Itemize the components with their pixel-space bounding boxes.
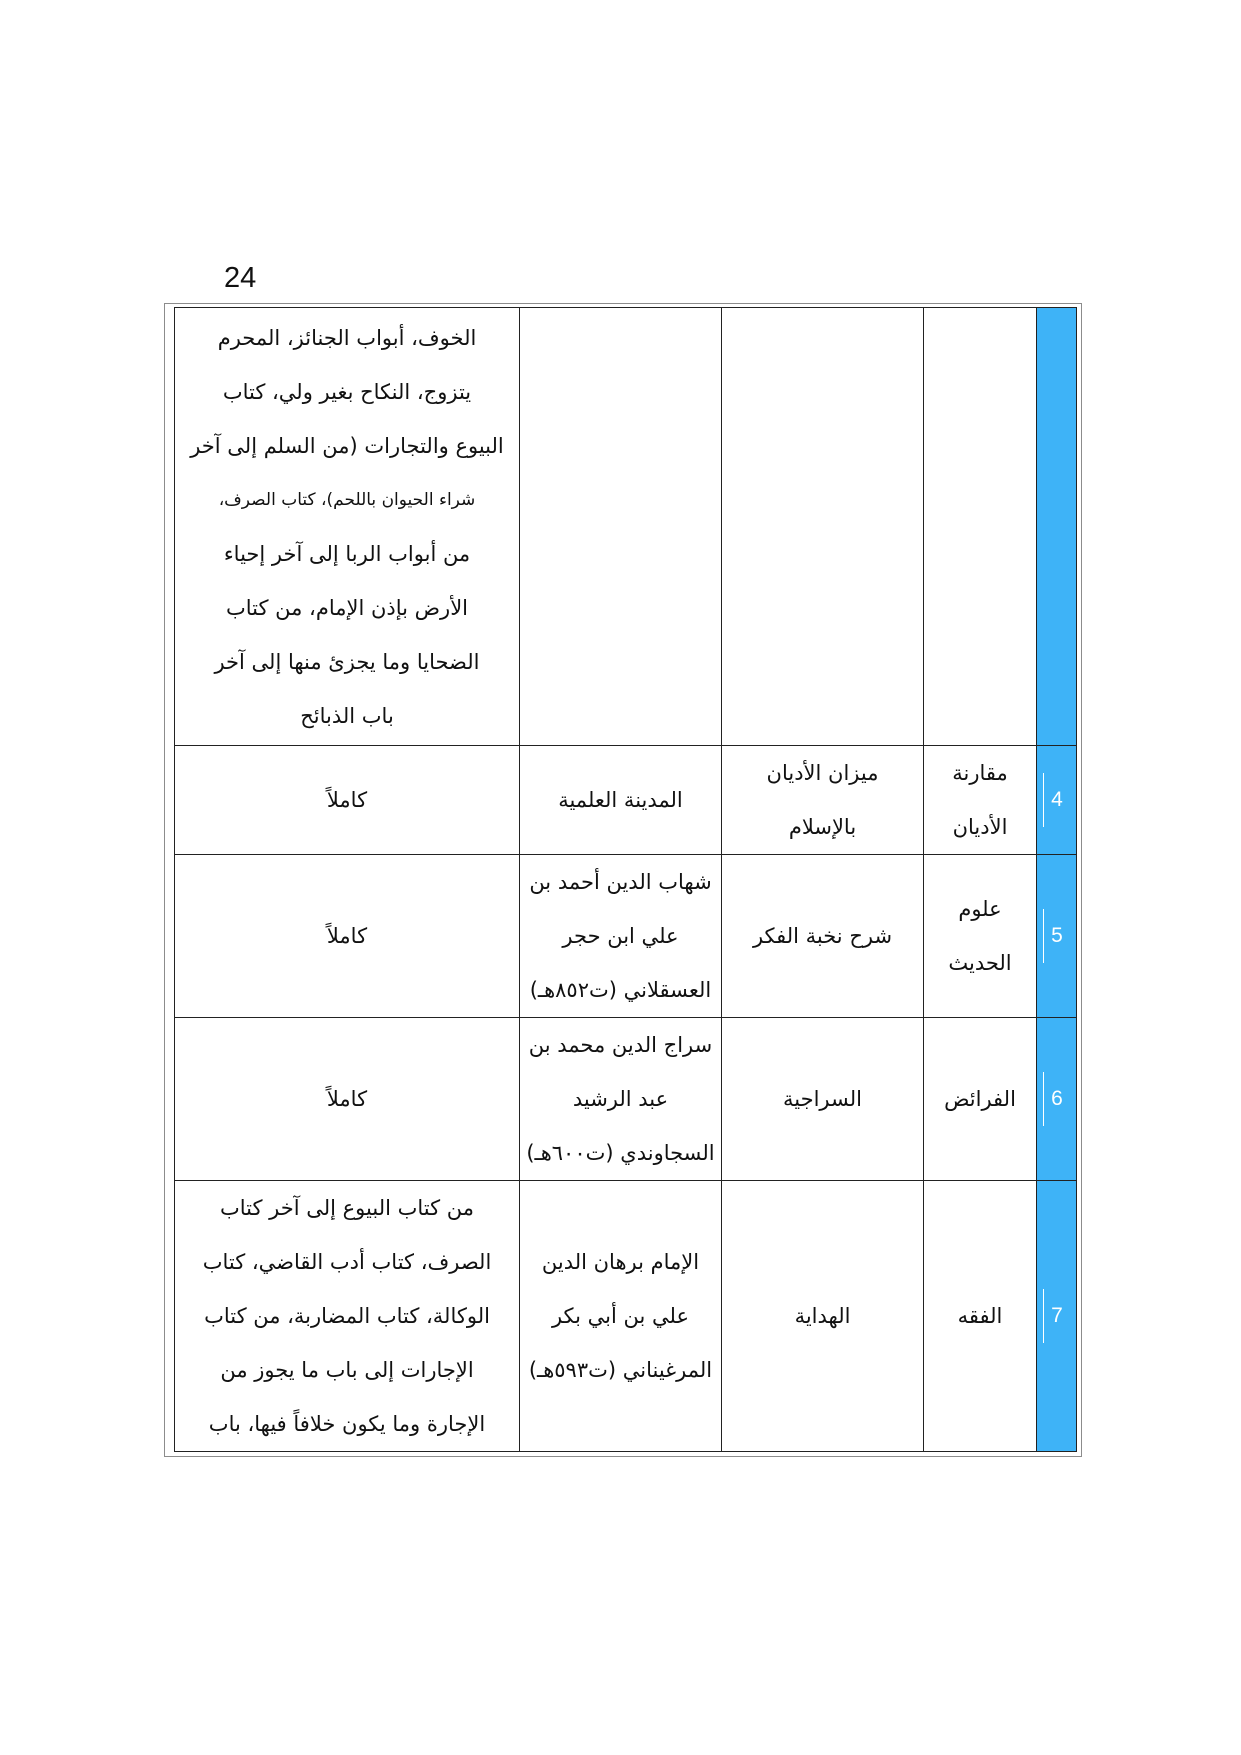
subject-line: الفقه (957, 1304, 1003, 1328)
table-row (175, 855, 1077, 1018)
table-row (175, 746, 1077, 855)
row-number-cell (1037, 855, 1077, 1018)
scope-line: شراء الحيوان باللحم)، كتاب الصرف، (218, 489, 476, 510)
author-line: السجاوندي (ت٦٠٠هـ) (526, 1141, 715, 1165)
scope-cell (175, 308, 520, 746)
scope-cell (175, 746, 520, 855)
subject-line: الأديان (952, 815, 1008, 839)
scope-line: كاملاً (326, 788, 368, 812)
author-line: العسقلاني (ت٨٥٢هـ) (529, 978, 712, 1002)
row-number-cell (1037, 1181, 1077, 1452)
author-cell (520, 1181, 722, 1452)
book-line: ميزان الأديان (766, 761, 879, 785)
subject-cell (924, 746, 1037, 855)
scope-line: الخوف، أبواب الجنائز، المحرم (217, 325, 477, 350)
book-line: السراجية (783, 1087, 862, 1111)
author-cell (520, 855, 722, 1018)
book-cell (722, 746, 924, 855)
author-cell (520, 1018, 722, 1181)
author-line: شهاب الدين أحمد بن (529, 870, 712, 894)
author-line: علي ابن حجر (562, 924, 679, 948)
subject-line: الحديث (948, 951, 1012, 975)
author-line: المدينة العلمية (558, 788, 683, 812)
table-row (175, 1018, 1077, 1181)
scope-line: الإجارات إلى باب ما يجوز من (220, 1358, 474, 1382)
row-number: 5 (1043, 909, 1070, 963)
scope-line: البيوع والتجارات (من السلم إلى آخر (190, 433, 504, 458)
book-cell (722, 308, 924, 746)
book-cell (722, 855, 924, 1018)
subject-cell (924, 1018, 1037, 1181)
subject-cell (924, 308, 1037, 746)
row-number: 7 (1043, 1289, 1070, 1343)
scope-line: من أبواب الربا إلى آخر إحياء (223, 541, 471, 566)
author-line: المرغيناني (ت٥٩٣هـ) (528, 1358, 713, 1382)
author-line: عبد الرشيد (572, 1087, 669, 1111)
scope-line: من كتاب البيوع إلى آخر كتاب (219, 1196, 475, 1220)
page-number: 24 (224, 262, 257, 294)
scope-line: باب الذبائح (300, 703, 394, 728)
table-row (175, 308, 1077, 746)
subject-line: الفرائض (944, 1087, 1016, 1111)
book-line: بالإسلام (788, 815, 857, 839)
author-line: سراج الدين محمد بن (528, 1033, 713, 1057)
book-line: الهداية (794, 1304, 851, 1328)
book-cell (722, 1018, 924, 1181)
scope-line: الصرف، كتاب أدب القاضي، كتاب (202, 1250, 492, 1274)
author-cell (520, 308, 722, 746)
scope-cell (175, 1018, 520, 1181)
row-number: 6 (1043, 1072, 1070, 1126)
scope-cell (175, 855, 520, 1018)
table-row (175, 1181, 1077, 1452)
curriculum-table (174, 307, 1077, 1452)
author-line: علي بن أبي بكر (551, 1304, 690, 1328)
subject-line: مقارنة (952, 761, 1008, 785)
scope-cell (175, 1181, 520, 1452)
author-line: الإمام برهان الدين (541, 1250, 700, 1274)
book-line: شرح نخبة الفكر (752, 924, 893, 948)
scope-line: الوكالة، كتاب المضاربة، من كتاب (204, 1304, 490, 1328)
author-cell (520, 746, 722, 855)
subject-cell (924, 855, 1037, 1018)
scope-line: كاملاً (326, 924, 368, 948)
scope-line: كاملاً (326, 1087, 368, 1111)
scope-line: الأرض بإذن الإمام، من كتاب (225, 595, 469, 620)
book-cell (722, 1181, 924, 1452)
scope-line: الإجارة وما يكون خلافاً فيها، باب (208, 1412, 486, 1436)
subject-line: علوم (958, 897, 1002, 921)
subject-cell (924, 1181, 1037, 1452)
scope-line: الضحايا وما يجزئ منها إلى آخر (214, 649, 480, 674)
scope-line: يتزوج، النكاح بغير ولي، كتاب (222, 379, 472, 404)
row-number-cell (1037, 308, 1077, 746)
row-number-cell (1037, 746, 1077, 855)
row-number: 4 (1043, 773, 1070, 827)
row-number-cell (1037, 1018, 1077, 1181)
